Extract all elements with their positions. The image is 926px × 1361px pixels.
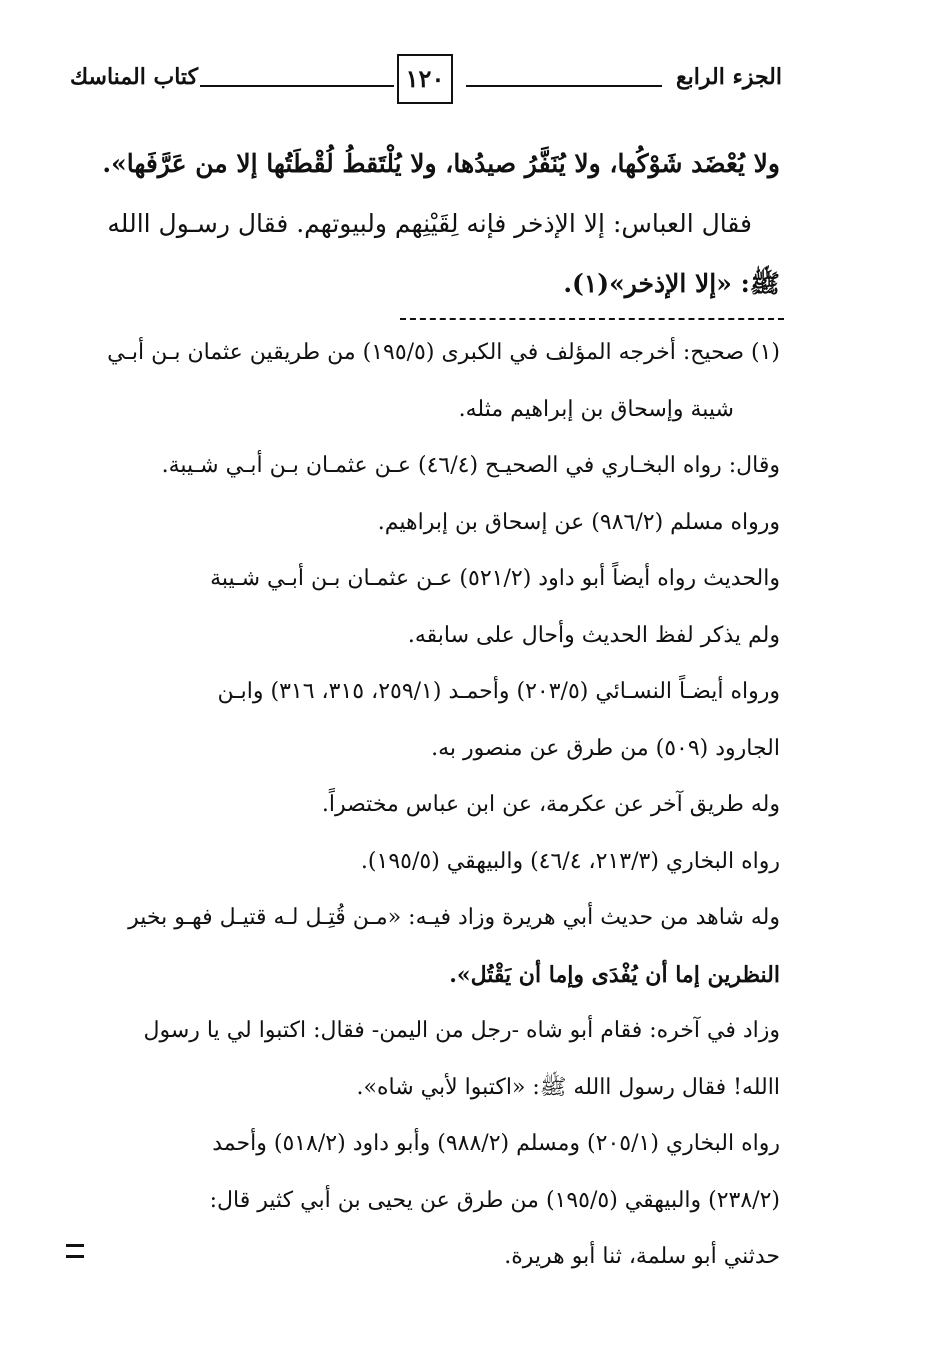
footnote-line: ورواه أيضـاً النسـائي (٢٠٣/٥) وأحمـد (٢٥٩/١، ٣١٥، ٣١٦) وابـن [217, 679, 780, 704]
footnote-line: شيبة وإسحاق بن إبراهيم مثله. [458, 396, 734, 422]
main-text [70, 134, 780, 314]
footnote-line: االله! فقال رسول االله ﷺ: «اكتبوا لأبي شاه». [356, 1074, 780, 1100]
header-rule-left [200, 85, 394, 87]
main-line: فقال العباس: إلا الإذخر فإنه لِقَيْنِهم ولبيوتهم. فقال رسـول االله [107, 209, 752, 238]
volume-title: الجزء الرابع [675, 64, 782, 90]
page-number: ١٢٠ [397, 54, 453, 104]
footnote-line: وله طريق آخر عن عكرمة، عن ابن عباس مختصراً. [321, 792, 780, 817]
footnote-line: (٢٣٨/٢) والبيهقي (١٩٥/٥) من طرق عن يحيى بن أبي كثير قال: [209, 1187, 780, 1213]
footnote-line: ورواه مسلم (٩٨٦/٢) عن إسحاق بن إبراهيم. [377, 509, 780, 535]
footnote-line: النظرين إما أن يُفْدَى وإما أن يَقْتُل». [449, 961, 780, 988]
footnote-line: الجارود (٥٠٩) من طرق عن منصور به. [431, 735, 780, 761]
footnote-line: وزاد في آخره: فقام أبو شاه -رجل من اليمن- فقال: اكتبوا لي يا رسول [143, 1018, 780, 1043]
book-title: كتاب المناسك [70, 64, 199, 90]
footnotes [70, 325, 780, 1286]
main-line: ﷺ: «إلا الإذخر»(١). [563, 269, 780, 298]
footnote-line: رواه البخاري (٢١٣/٣، ٤٦/٤) والبيهقي (١٩٥/٥). [360, 848, 780, 874]
main-line: ولا يُعْضَد شَوْكُها، ولا يُنَفَّرُ صيدُها، ولا يُلْتَقطُ لُقْطَتُها إلا من عَرَّفَها». [102, 149, 780, 178]
end-mark [66, 1244, 84, 1258]
footnote-line: حدثني أبو سلمة، ثنا أبو هريرة. [504, 1244, 780, 1269]
footnote-line: رواه البخاري (٢٠٥/١) ومسلم (٩٨٨/٢) وأبو داود (٥١٨/٢) وأحمد [212, 1131, 780, 1156]
footnote-line: ولم يذكر لفظ الحديث وأحال على سابقه. [407, 622, 780, 648]
footnote-separator [400, 318, 784, 320]
page-header [70, 52, 782, 110]
footnote-line: (١) صحيح: أخرجه المؤلف في الكبرى (١٩٥/٥) من طريقين عثمان بـن أبـي [107, 340, 780, 365]
footnote-line: والحديث رواه أيضاً أبو داود (٥٢١/٢) عـن عثمـان بـن أبـي شـيبة [210, 566, 780, 591]
header-rule-right [466, 85, 662, 87]
footnote-line: وله شاهد من حديث أبي هريرة وزاد فيـه: «مـن قُتِـل لـه قتيـل فهـو بخير [128, 905, 780, 930]
footnote-line: وقال: رواه البخـاري في الصحيـح (٤٦/٤) عـن عثمـان بـن أبـي شـيبة. [161, 453, 780, 478]
